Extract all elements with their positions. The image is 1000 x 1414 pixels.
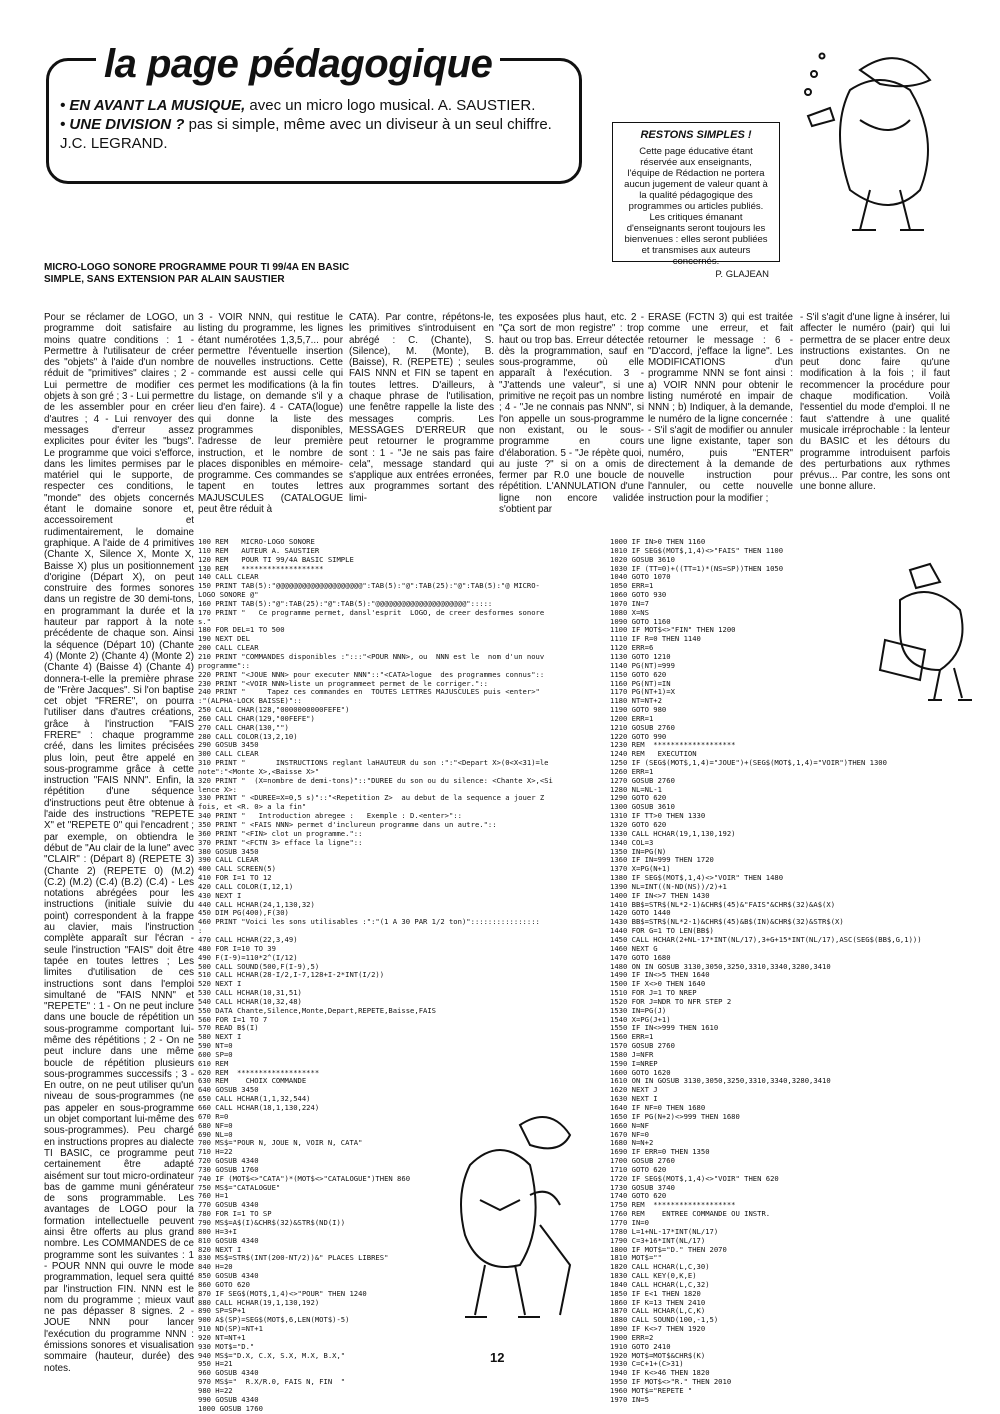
- header-summary: [60, 96, 560, 153]
- article-column-5: ERASE (FCTN 3) qui est traitée comme une erreur, et fait retourner le message : 6 - "D'accord, j'efface la ligne". Les MODIFICATIONS d'un programme NNN se font ainsi : a) VOIR NNN pour obtenir le listing numéroté en impair de NNN ; b) Indiquer, à la demande, le numéro de la ligne concernée : - S'il s'agit de modifier ou annuler une ligne existante, taper son numéro, puis "ENTER" directement à la demande de nouvelle instruction pour l'annuler, ou cette nouvelle instruction pour la modifier ;: [648, 312, 793, 504]
- article-column-4: tes exposées plus haut, etc. 2 - "Ça sort de mon registre" : trop haut ou trop bas. Erreur détectée dès la programmation, sauf en sous-programme, où elle apparaît à l'exécution. 3 - "J'attends une valeur", si une primitive ne reçoit pas un nombre ; 4 - "Je ne connais pas NNN", si l'on appelle un sous-programme non existant, ou le sous-programme en cours d'élaboration. 5 - "Je répète quoi, au juste ?" si on a omis de fermer par R.0 une boucle de répétition. L'ANNULATION d'une ligne non encore validée s'obtient par: [499, 312, 644, 516]
- musician-bird-cartoon: [440, 1105, 590, 1335]
- summary-line-2: • UNE DIVISION ? pas si simple, même avec un diviseur à un seul chiffre. J.C. LEGRAND.: [60, 116, 552, 152]
- article-column-3: CATA). Par contre, répétons-le, les primitives s'introduisent en abrégé : C. (Chante), S. (Silence), M. (Monte), B. (Baisse), R. (REPETE) ; seules FAIS NNN et FIN se tapent en toutes lettres. D'ailleurs, à chaque phrase de l'utilisation, une fenêtre rappelle la liste des messages compris. Les MESSAGES D'ERREUR que peut retourner le programme sont : 1 - "Je ne sais pas faire cela", message standard qui s'applique aux entrées erronées, aux programmes sortant des limi-: [349, 312, 494, 504]
- page-number: 12: [490, 1350, 505, 1365]
- article-column-6: - S'il s'agit d'une ligne à insérer, lui affecter le numéro (pair) qui lui permettra de se placer entre deux instructions existantes. On ne peut donc faire qu'une modification à la fois ; il faut recommencer la procédure pour chaque modification. Voilà l'essentiel du mode d'emploi. Il ne faut s'attendre à une qualité musicale irréprochable : la lenteur du BASIC et les détours du programme introduisent parfois des perturbations aux rythmes prévus... Par contre, les sons ont une bonne allure.: [800, 312, 950, 493]
- editorial-note-title: RESTONS SIMPLES !: [640, 129, 752, 141]
- editorial-note-box: [612, 122, 780, 280]
- article-heading: MICRO-LOGO SONORE PROGRAMME POUR TI 99/4A EN BASIC SIMPLE, SANS EXTENSION PAR ALAIN SAUSTIER: [44, 262, 350, 285]
- basic-listing-left: 100 REM MICRO-LOGO SONORE 110 REM AUTEUR A. SAUSTIER 120 REM POUR TI 99/4A BASIC SIMPLE 130 REM ******************* 140 CALL CLEAR 150 PRINT TAB(5):"@@@@@@@@@@@@@@@@@@@@":TAB(5):"@":TAB(25):"@":TAB(5):"@ MICRO- LOGO SONORE @" 160 PRINT TAB(5):"@":TAB(25):"@":TAB(5):"@@@@@@@@@@@@@@@@@@@@@"::::: 170 PRINT " Ce programme permet, dansl'esprit LOGO, de creer desformes sonore s." 180 FOR DEL=1 TO 500 190 NEXT DEL 200 CALL CLEAR 210 PRINT "COMMANDES disponibles :":::"<POUR NNN>, ou NNN est le nom d'un nouv programme":: 220 PRINT "<JOUE NNN> pour executer NNN"::"<CATA>logue des programmes connus":: 230 PRINT "<VOIR NNN>liste un programmeet permet de le corriger.":: 240 PRINT " Tapez ces commandes en TOUTES LETTRES MAJUSCULES puis <enter>" :"(ALPHA-LOCK BAISSE)":: 250 CALL CHAR(128,"0000000000FEFE") 260 CALL CHAR(129,"00FEFE") 270 CALL CHAR(130,"") 280 CALL COLOR(13,2,10) 290 GOSUB 3450 300 CALL CLEAR 310 PRINT " INSTRUCTIONS reglant laHAUTEUR du son :":"<Depart X>(0<X<31)=le note":"<Monte X>,<Baisse X>" 320 PRINT " (X=nombre de demi-tons)"::"DUREE du son ou du silence: <Chante X>,<Si lence X>: 330 PRINT " <DUREE=X=0,5 s)"::"<Repetition Z> au debut de la sequence a jouer Z fois, et <R. 0> a la fin" 340 PRINT " Introduction abregee : Exemple : D.<enter>":: 350 PRINT " <FAIS NNN> permet d'inclureun programme dans un autre.":: 360 PRINT "<FIN> clot un programme.":: 370 PRINT "<FCTN 3> efface la ligne":: 380 GOSUB 3450 390 CALL CLEAR 400 CALL SCREEN(5) 410 FOR I=1 TO 12 420 CALL COLOR(I,12,1) 430 NEXT I 440 CALL HCHAR(24,1,130,32) 450 DIM PG(400),F(30) 460 PRINT "Voici les sons utilisables :":"(1 A 30 PAR 1/2 ton)":::::::::::::::: : 470 CALL HCHAR(22,3,49) 480 FOR I=10 TO 39 490 F(I-9)=110*2^(I/12) 500 CALL SOUND(500,F(I-9),5) 510 CALL HCHAR(28-I/2,I-7,128+I-2*INT(I/2)) 520 NEXT I 530 CALL HCHAR(10,31,51) 540 CALL HCHAR(10,32,48) 550 DATA Chante,Silence,Monte,Depart,REPETE,Baisse,FAIS 560 FOR I=1 TO 7 570 READ B$(I) 580 NEXT I 590 NT=0 600 SP=0 610 REM 620 REM ******************* 630 REM CHOIX COMMANDE 640 GOSUB 3450 650 CALL HCHAR(1,1,32,544) 660 CALL HCHAR(18,1,130,224) 670 R=0 680 NF=0 690 NL=0 700 MS$="POUR N, JOUE N, VOIR N, CATA" 710 H=22 720 GOSUB 4340 730 GOSUB 1760 740 IF (MOT$<>"CATA")*(MOT$<>"CATALOGUE")THEN 860 750 MS$="CATALOGUE" 760 H=1 770 GOSUB 4340 780 FOR I=1 TO SP 790 MS$=A$(I)&CHR$(32)&STR$(ND(I)) 800 H=3+I 810 GOSUB 4340 820 NEXT I 830 MS$=STR$(INT(200-NT/2))&" PLACES LIBRES" 840 H=20 850 GOSUB 4340 860 GOTO 620 870 IF SEG$(MOT$,1,4)<>"POUR" THEN 1240 880 CALL HCHAR(19,1,130,192) 890 SP=SP+1 900 A$(SP)=SEG$(MOT$,6,LEN(MOT$)-5) 910 ND(SP)=NT+1 920 NT=NT+1 930 MOT$="D." 940 MS$="D.X, C.X, S.X, M.X, B.X," 950 H=21 960 GOSUB 4340 970 MS$=" R.X/R.0, FAIS N, FIN " 980 H=22 990 GOSUB 4340 1000 GOSUB 1760: [198, 537, 553, 1413]
- summary-line-1: • EN AVANT LA MUSIQUE, avec un micro logo musical. A. SAUSTIER.: [60, 97, 536, 114]
- page-title: la page pédagogique: [96, 40, 500, 88]
- bird-cartoon-illustration: [800, 30, 970, 260]
- editorial-note-body: Cette page éducative étant réservée aux enseignants, l'équipe de Rédaction ne portera aucun jugement de valeur quant à la qualité pédagogique des programmes ou articles publiés. Les critiques émanant d'enseignants seront toujours les bienvenues : elles seront publiées et transmises aux auteurs concernés.: [624, 146, 768, 267]
- basic-listing-right: 1000 IF IN>0 THEN 1160 1010 IF SEG$(MOT$,1,4)<>"FAIS" THEN 1100 1020 GOSUB 3610 1030 IF (TT=0)+((TT=1)*(NS=SP))THEN 1050 1040 GOTO 1070 1050 ERR=1 1060 GOTO 930 1070 IN=7 1080 X=NS 1090 GOTO 1160 1100 IF MOT$<>"FIN" THEN 1200 1110 IF R=0 THEN 1140 1120 ERR=6 1130 GOTO 1210 1140 PG(NT)=999 1150 GOTO 620 1160 PG(NT)=IN 1170 PG(NT+1)=X 1180 NT=NT+2 1190 GOTO 980 1200 ERR=1 1210 GOSUB 2760 1220 GOTO 990 1230 REM ******************* 1240 REM EXECUTION 1250 IF (SEG$(MOT$,1,4)="JOUE")+(SEG$(MOT$,1,4)="VOIR")THEN 1300 1260 ERR=1 1270 GOSUB 2760 1280 NL=NL-1 1290 GOTO 620 1300 GOSUB 3610 1310 IF TT>0 THEN 1330 1320 GOTO 620 1330 CALL HCHAR(19,1,130,192) 1340 COL=3 1350 IN=PG(N) 1360 IF IN=999 THEN 1720 1370 X=PG(N+1) 1380 IF SEG$(MOT$,1,4)<>"VOIR" THEN 1480 1390 NL=INT((N-ND(NS))/2)+1 1400 IF IN<>7 THEN 1430 1410 BB$=STR$(NL*2-1)&CHR$(45)&"FAIS"&CHR$(32)&A$(X) 1420 GOTO 1440 1430 BB$=STR$(NL*2-1)&CHR$(45)&B$(IN)&CHR$(32)&STR$(X) 1440 FOR G=1 TO LEN(BB$) 1450 CALL HCHAR(2+NL-17*INT(NL/17),3+G+15*INT(NL/17),ASC(SEG$(BB$,G,1))) 1460 NEXT G 1470 GOTO 1680 1480 ON IN GOSUB 3130,3050,3250,3310,3340,3280,3410 1490 IF IN<>5 THEN 1640 1500 IF X<>0 THEN 1640 1510 FOR J=1 TO NREP 1520 FOR J=NDR TO NFR STEP 2 1530 IN=PG(J) 1540 X=PG(J+1) 1550 IF IN<>999 THEN 1610 1560 ERR=1 1570 GOSUB 2760 1580 J=NFR 1590 I=NREP 1600 GOTO 1620 1610 ON IN GOSUB 3130,3050,3250,3310,3340,3280,3410 1620 NEXT J 1630 NEXT I 1640 IF NF=0 THEN 1680 1650 IF PG(N+2)<>999 THEN 1680 1660 N=NF 1670 NF=0 1680 N=N+2 1690 IF ERR=0 THEN 1350 1700 GOSUB 2760 1710 GOTO 620 1720 IF SEG$(MOT$,1,4)<>"VOIR" THEN 620 1730 GOSUB 3740 1740 GOTO 620 1750 REM ******************* 1760 REM ENTREE COMMANDE OU INSTR. 1770 IN=0 1780 L=1+NL-17*INT(NL/17) 1790 C=3+16*INT(NL/17) 1800 IF MOT$="D." THEN 2070 1810 MOT$="" 1820 CALL HCHAR(L,C,30) 1830 CALL KEY(0,K,E) 1840 CALL HCHAR(L,C,32) 1850 IF E<1 THEN 1820 1860 IF K=13 THEN 2410 1870 CALL HCHAR(L,C,K) 1880 CALL SOUND(100,-1,5) 1890 IF K<>7 THEN 1920 1900 ERR=2 1910 GOTO 2410 1920 MOT$=MOT$&CHR$(K) 1930 C=C+1+(C>31) 1940 IF K<>46 THEN 1820 1950 IF MOT$<>"R." THEN 2010 1960 MOT$="REPETE " 1970 IN=5: [610, 537, 922, 1404]
- article-column-2: 3 - VOIR NNN, qui restitue le listing du programme, les lignes étant numérotées 1,3,5,7... pour permettre l'éventuelle insertion de nouvelles instructions. Cette commande est aussi celle qui permet les modifications (à la fin du listage, on demande s'il y a lieu d'en faire). 4 - CATA(logue) qui donne la liste des programmes disponibles, l'adresse de leur première instruction, et le nombre de places disponibles en mémoire-programme. Ces commandes se tapent en toutes lettres MAJUSCULES (CATALOGUE peut être réduit à: [198, 312, 343, 516]
- computer-bird-cartoon: [880, 560, 990, 710]
- article-column-1: Pour se réclamer de LOGO, un programme doit satisfaire au moins quatre conditions : 1 - Permettre à l'utilisateur de créer des "objets" à l'aide d'un nombre réduit de "primitives" claires ; 2 - Lui permettre de modifier ces objets à son gré ; 3 - Lui permettre de les assembler pour en créer d'autres ; 4 - Lui renvoyer des messages d'erreur assez explicites pour éviter les "bugs". Le programme que voici s'efforce, dans les limites permises par le matériel qui le supporte, de respecter ces conditions, le "monde" des objets concernés étant le domaine sonore et, accessoirement et rudimentairement, le domaine graphique. A l'aide de 4 primitives (Chante X, Silence X, Monte X, Baisse X) plus un positionnement d'origine (Départ X), on peut construire des formes sonores dans un registre de 30 demi-tons, en programmant la durée et la hauteur par rapport à la note précédente de chaque son. Ainsi la séquence (Départ 10) (Chante 4) (Monte 2) (Chante 4) (Monte 2) (Chante 4) (Baisse 4) (Chante 4) donnera-t-elle la première phrase de "Frère Jacques". Si l'on baptise cet objet "FRERE", on pourra l'utiliser dans d'autres créations, grâce à l'instruction "FAIS FRERE" : chaque programme créé, dans les limites précisées plus loin, peut être appelé en sous-programme grâce à cette instruction "FAIS NNN". Enfin, la répétition d'une séquence d'instructions peut être obtenue à l'aide des instructions "REPETE X" et "REPETE 0" qui l'encadrent ; par exemple, on obtiendra le début de "Au clair de la lune" avec "CLAIR" : (Départ 8) (REPETE 3) (Chante 2) (REPETE 0) (M.2) (C.2) (M.2) (C.4) (B.2) (C.4) - Les notations abrégées pour les instructions (initiale suivie du point) correspondent à la frappe au clavier, mais l'instruction complète apparaît sur l'écran - seule l'instruction "FAIS" doit être tapée en toutes lettres ; Les limites d'utilisation de ces instructions sont dans l'emploi simultané de "FAIS NNN" et "REPETE" : 1 - On ne peut inclure dans une boucle de répétition un sous-programme comportant lui-même des répétitions ; 2 - On ne peut inclure dans une même boucle de répétition plusieurs sous-programmes successifs ; 3 - En outre, on ne peut utiliser qu'un niveau de sous-programmes (ne pas appeler en sous-programme un objet comportant lui-même des sous-programmes). Peu chargé en instructions propres au dialecte TI BASIC, ce programme peut certainement être adapté aisément sur tout micro-ordinateur bas de gamme muni générateur de sons programmable. Les avantages de LOGO pour la formation intellectuelle peuvent ainsi être offerts au plus grand nombre. Les COMMANDES de ce programme sont les suivantes : 1 - POUR NNN qui ouvre le mode programmation, lequel sera quitté par l'instruction FIN. NNN est le nom du programme ; mieux vaut ne pas dépasser 8 signes. 2 - JOUE NNN pour lancer l'exécution du programme NNN : émissions sonores et visualisation sommaire (hauteur, durée) des notes.: [44, 312, 194, 1374]
- editorial-note-signature: P. GLAJEAN: [715, 269, 769, 280]
